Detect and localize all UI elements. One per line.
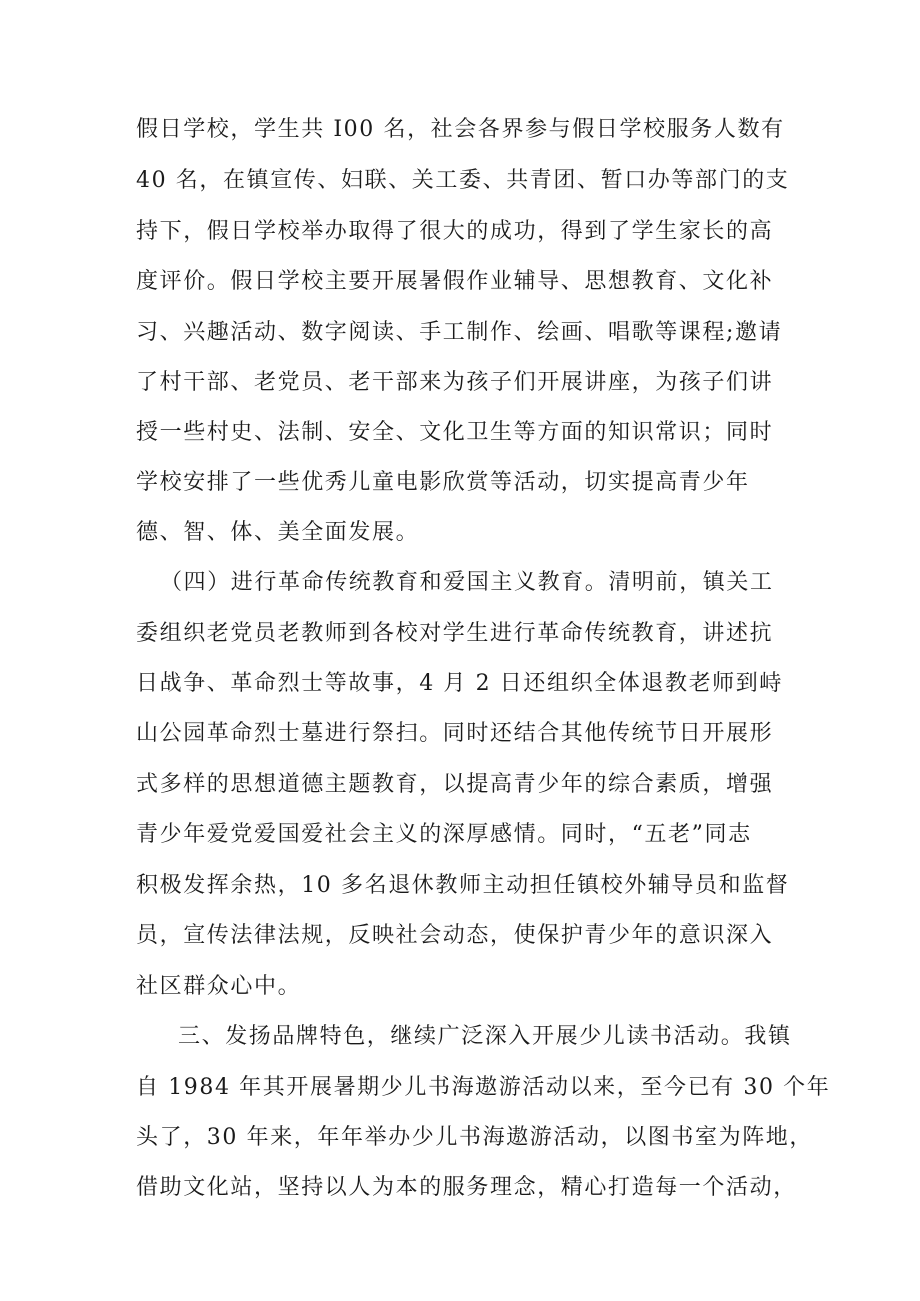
text-line: 社区群众心中。 bbox=[136, 974, 302, 999]
text-line: 自 1984 年其开展暑期少儿书海遨游活动以来，至今已有 30 个年 bbox=[136, 1075, 831, 1100]
text-line: 山公园革命烈士墓进行祭扫。同时还结合其他传统节日开展形 bbox=[136, 721, 774, 746]
text-line: 持下，假日学校举办取得了很大的成功，得到了学生家长的高 bbox=[136, 219, 774, 244]
text-line: 假日学校，学生共 I00 名，社会各界参与假日学校服务人数有 bbox=[136, 117, 785, 142]
text-line: 头了，30 年来，年年举办少儿书海遨游活动，以图书室为阵地， bbox=[136, 1125, 813, 1150]
text-line: 借助文化站，坚持以人为本的服务理念，精心打造每一个活动， bbox=[136, 1175, 797, 1200]
text-line: 学校安排了一些优秀儿童电影欣赏等活动，切实提高青少年 bbox=[136, 470, 750, 495]
text-line: 了村干部、老党员、老干部来为孩子们开展讲座，为孩子们讲 bbox=[136, 370, 774, 395]
text-line: 委组织老党员老教师到各校对学生进行革命传统教育，讲述抗 bbox=[136, 621, 774, 646]
text-line: 40 名，在镇宣传、妇联、关工委、共青团、暂口办等部门的支 bbox=[136, 168, 790, 193]
text-line: 授一些村史、法制、安全、文化卫生等方面的知识常识；同时 bbox=[136, 420, 774, 445]
text-line: 日战争、革命烈士等故事，4 月 2 日还组织全体退教老师到峙 bbox=[136, 671, 783, 696]
text-line: （四）进行革命传统教育和爱国主义教育。清明前，镇关工 bbox=[160, 570, 774, 595]
text-line: 积极发挥余热，10 多名退休教师主动担任镇校外辅导员和监督 bbox=[136, 873, 790, 898]
text-line: 三、发扬品牌特色，继续广泛深入开展少儿读书活动。我镇 bbox=[178, 1024, 792, 1049]
text-line: 德、智、体、美全面发展。 bbox=[136, 520, 420, 545]
text-line: 度评价。假日学校主要开展暑假作业辅导、思想教育、文化补 bbox=[136, 269, 774, 294]
text-line: 式多样的思想道德主题教育，以提高青少年的综合素质，增强 bbox=[136, 772, 774, 797]
text-line: 员，宣传法律法规，反映社会动态，使保护青少年的意识深入 bbox=[136, 923, 774, 948]
text-line: 习、兴趣活动、数字阅读、手工制作、绘画、唱歌等课程;邀请 bbox=[136, 320, 783, 345]
text-line: 青少年爱党爱国爱社会主义的深厚感情。同时，“五老”同志 bbox=[136, 822, 752, 847]
